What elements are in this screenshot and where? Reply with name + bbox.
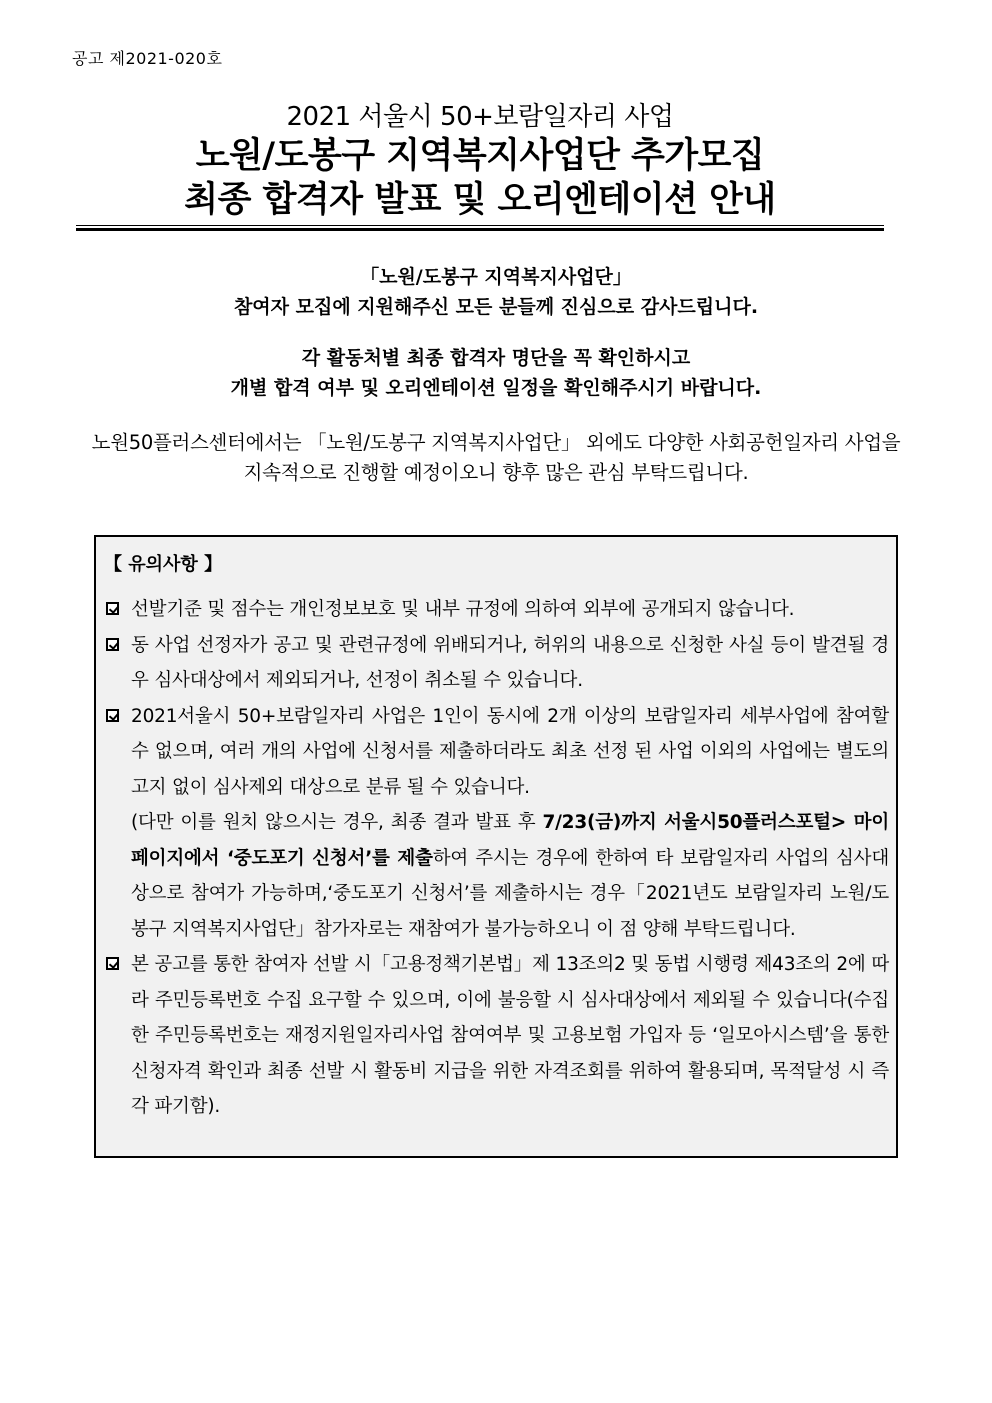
thanks-message [0,262,992,322]
thanks-line-1: 「노원/도봉구 지역복지사업단」 [360,266,632,288]
caution-text: 선발기준 및 점수는 개인정보보호 및 내부 규정에 의하여 외부에 공개되지 않습니다. [131,599,795,620]
caution-text: 2021서울시 50+보람일자리 사업은 1인이 동시에 2개 이상의 보람일자리 세부사업에 참여할 수 없으며, 여러 개의 사업에 신청서를 제출하더라도 최초 선정 된 사업 이외의 사업에는 별도의 고지 없이 심사제외 대상으로 분류 될 수 있습니다. [131,705,889,798]
caution-note-suffix: 하여 주시는 경우에 한하여 타 보람일자리 사업의 심사대상으로 참여가 가능하며,‘중도포기 신청서’를 제출하시는 경우「2021년도 보람일자리 노원/도봉구 지역복지사업단」참가자로는 재참여가 불가능하오니 이 점 양해 부탁드립니다. [131,847,889,940]
caution-item [104,947,889,1125]
caution-text: 본 공고를 통한 참여자 선발 시「고용정책기본법」제 13조의2 및 동법 시행령 제43조의 2에 따라 주민등록번호 수집 요구할 수 있으며, 이에 불응할 시 심사대상에서 제외될 수 있습니다(수집한 주민등록번호는 재정지원일자리사업 참여여부 및 고용보험 가입자 등 ‘일모아시스템’을 통한 신청자격 확인과 최종 선발 시 활동비 지급을 위한 자격조회를 위하여 활용되며, 목적달성 시 즉각 파기함). [131,954,889,1117]
title-double-underline [76,225,884,232]
checkbox-checked-icon [106,709,119,722]
caution-box [94,535,898,1158]
confirm-line-1: 각 활동처별 최종 합격자 명단을 꼭 확인하시고 [301,347,691,369]
caution-note-prefix: (다만 이를 원치 않으시는 경우, 최종 결과 발표 후 [131,812,543,833]
checkbox-checked-icon [106,602,119,615]
center-message [60,428,932,488]
center-line-2: 지속적으로 진행할 예정이오니 향후 많은 관심 부탁드립니다. [243,461,749,484]
notice-number: 공고 제2021-020호 [72,49,223,68]
caution-item [104,592,889,628]
page-subtitle: 2021 서울시 50+보람일자리 사업 [286,102,674,132]
center-line-1: 노원50플러스센터에서는 「노원/도봉구 지역복지사업단」 외에도 다양한 사회공헌일자리 사업을 [91,431,901,454]
caution-note-emphasis: 7/23(금)까지 서울시50플러스포털> 마이페이지에서 ‘중도포기 신청서’를 제출 [131,812,890,869]
checkbox-checked-icon [106,638,119,651]
caution-title: 【 유의사항 】 [104,554,223,575]
checkbox-checked-icon [106,957,119,970]
caution-text: 동 사업 선정자가 공고 및 관련규정에 위배되거나, 허위의 내용으로 신청한 사실 등이 발견될 경우 심사대상에서 제외되거나, 선정이 취소될 수 있습니다. [131,634,889,691]
title-block [76,100,884,222]
page-title-line-2: 최종 합격자 발표 및 오리엔테이션 안내 [184,180,776,220]
confirm-line-2: 개별 합격 여부 및 오리엔테이션 일정을 확인해주시기 바랍니다. [230,377,762,399]
caution-list [104,592,889,1125]
caution-note [131,805,889,947]
confirm-message [0,343,992,403]
caution-item [104,628,889,699]
thanks-line-2: 참여자 모집에 지원해주신 모든 분들께 진심으로 감사드립니다. [233,296,759,318]
caution-item [104,699,889,948]
page-title-line-1: 노원/도봉구 지역복지사업단 추가모집 [195,136,765,176]
